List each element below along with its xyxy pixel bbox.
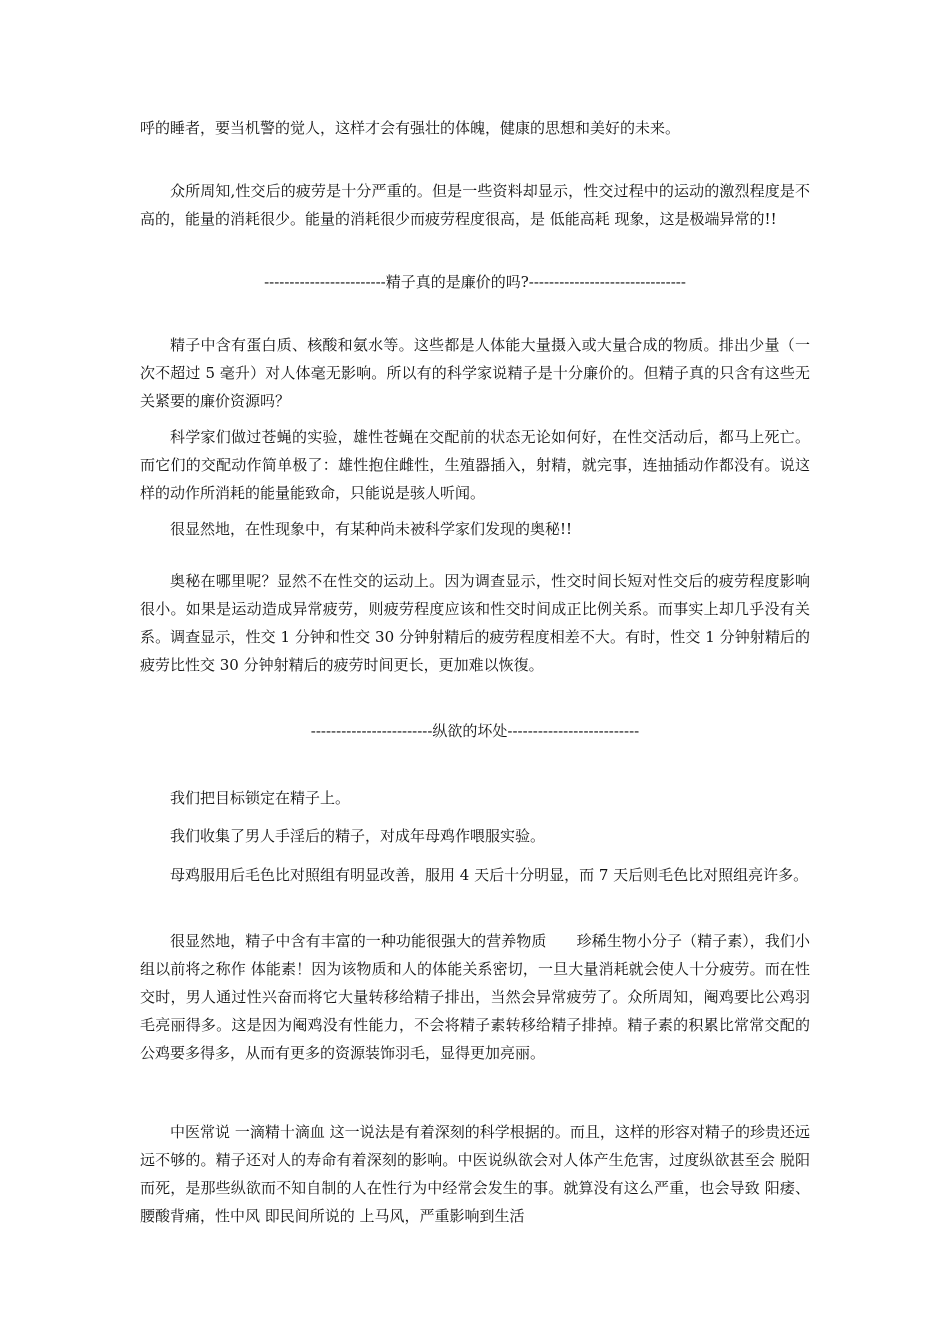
- paragraph: 奥秘在哪里呢？显然不在性交的运动上。因为调查显示，性交时间长短对性交后的疲劳程度影响很小。如果是运动造成异常疲劳，则疲劳程度应该和性交时间成正比例关系。而事实上却几乎没有关系。调查显示，性交 1 分钟和性交 30 分钟射精后的疲劳程度相差不大。有时，性交 1 分钟射精后的疲劳比性交 30 分钟射精后的疲劳时间更长，更加难以恢復。: [140, 572, 810, 674]
- paragraph: 呼的睡者，要当机警的觉人，这样才会有强壮的体魄，健康的思想和美好的未来。: [140, 119, 681, 137]
- paragraph: 我们把目标锁定在精子上。: [170, 789, 351, 807]
- paragraph: 众所周知,性交后的疲劳是十分严重的。但是一些资料却显示，性交过程中的运动的激烈程度是不高的，能量的消耗很少。能量的消耗很少而疲劳程度很高，是 低能高耗 现象，这是极端异常的!!: [140, 182, 810, 228]
- paragraph: 科学家们做过苍蝇的实验，雄性苍蝇在交配前的状态无论如何好，在性交活动后，都马上死亡。而它们的交配动作简单极了：雄性抱住雌性，生殖器插入，射精，就完事，连抽插动作都没有。说这样的动作所消耗的能量能致命，只能说是骇人听闻。: [140, 428, 810, 502]
- paragraph: 精子中含有蛋白质、核酸和氨水等。这些都是人体能大量摄入或大量合成的物质。排出少量（一次不超过 5 毫升）对人体毫无影响。所以有的科学家说精子是十分廉价的。但精子真的只含有这些无关紧要的廉价资源吗？: [140, 336, 810, 410]
- paragraph: 母鸡服用后毛色比对照组有明显改善，服用 4 天后十分明显，而 7 天后则毛色比对照组亮许多。: [170, 866, 809, 884]
- paragraph: 我们收集了男人手淫后的精子，对成年母鸡作喂服实验。: [170, 827, 546, 845]
- section-heading: ------------------------纵欲的坏处--------------------------: [310, 722, 640, 740]
- paragraph: 中医常说 一滴精十滴血 这一说法是有着深刻的科学根据的。而且，这样的形容对精子的珍贵还远远不够的。精子还对人的寿命有着深刻的影响。中医说纵欲会对人体产生危害，过度纵欲甚至会 脱阳 而死，是那些纵欲而不知自制的人在性行为中经常会发生的事。就算没有这么严重，也会导致 阳痿、腰酸背痛，性中风 即民间所说的 上马风，严重影响到生活: [140, 1123, 810, 1225]
- section-heading: ------------------------精子真的是廉价的吗?-------------------------------: [264, 273, 686, 291]
- paragraph: 很显然地，精子中含有丰富的一种功能很强大的营养物质 珍稀生物小分子（精子素），我们小组以前将之称作 体能素！因为该物质和人的体能关系密切，一旦大量消耗就会使人十分疲劳。而在性交时，男人通过性兴奋而将它大量转移给精子排出，当然会异常疲劳了。众所周知，阉鸡要比公鸡羽毛亮丽得多。这是因为阉鸡没有性能力，不会将精子素转移给精子排掉。精子素的积累比常常交配的公鸡要多得多，从而有更多的资源装饰羽毛，显得更加亮丽。: [140, 932, 810, 1062]
- paragraph: 很显然地，在性现象中，有某种尚未被科学家们发现的奥秘!!: [170, 520, 573, 538]
